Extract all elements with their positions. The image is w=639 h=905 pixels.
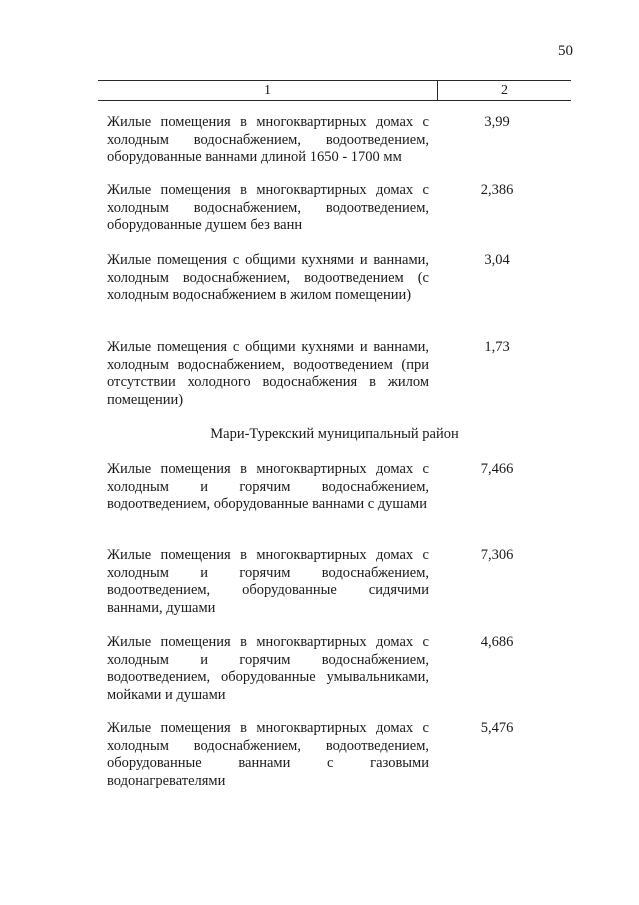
page-number: 50 [558,43,573,59]
row-value: 7,306 [480,547,514,563]
row-description: Жилые помещения с общими кухнями и ваннами, холодным водоснабжением, водоотведением (при отсутствии холодного водоснабжения в жилом помещении) [107,339,429,409]
row-value: 2,386 [480,182,514,198]
table-header [98,80,571,101]
row-description: Жилые помещения в многоквартирных домах с холодным и горячим водоснабжением, водоотведением, оборудованные сидячими ваннами, душами [107,547,429,617]
row-description: Жилые помещения в многоквартирных домах с холодным и горячим водоснабжением, водоотведением, оборудованные умывальниками, мойками и душами [107,634,429,704]
row-description: Жилые помещения с общими кухнями и ваннами, холодным водоснабжением, водоотведением (с холодным водоснабжением в жилом помещении) [107,252,429,304]
row-value: 1,73 [484,339,510,355]
row-value: 5,476 [480,720,514,736]
row-description: Жилые помещения в многоквартирных домах с холодным и горячим водоснабжением, водоотведением, оборудованные ваннами с душами [107,461,429,513]
row-description: Жилые помещения в многоквартирных домах с холодным водоснабжением, водоотведением, оборудованные ваннами длиной 1650 - 1700 мм [107,114,429,166]
section-heading: Мари-Турекский муниципальный район [210,426,459,442]
row-description: Жилые помещения в многоквартирных домах с холодным водоснабжением, водоотведением, оборудованные ваннами с газовыми водонагревателями [107,720,429,790]
row-value: 3,99 [484,114,510,130]
column-header-1: 1 [264,83,271,98]
row-value: 4,686 [480,634,514,650]
column-header-2: 2 [501,83,508,98]
row-value: 3,04 [484,252,510,268]
row-description: Жилые помещения в многоквартирных домах с холодным водоснабжением, водоотведением, оборудованные душем без ванн [107,182,429,234]
row-value: 7,466 [480,461,514,477]
